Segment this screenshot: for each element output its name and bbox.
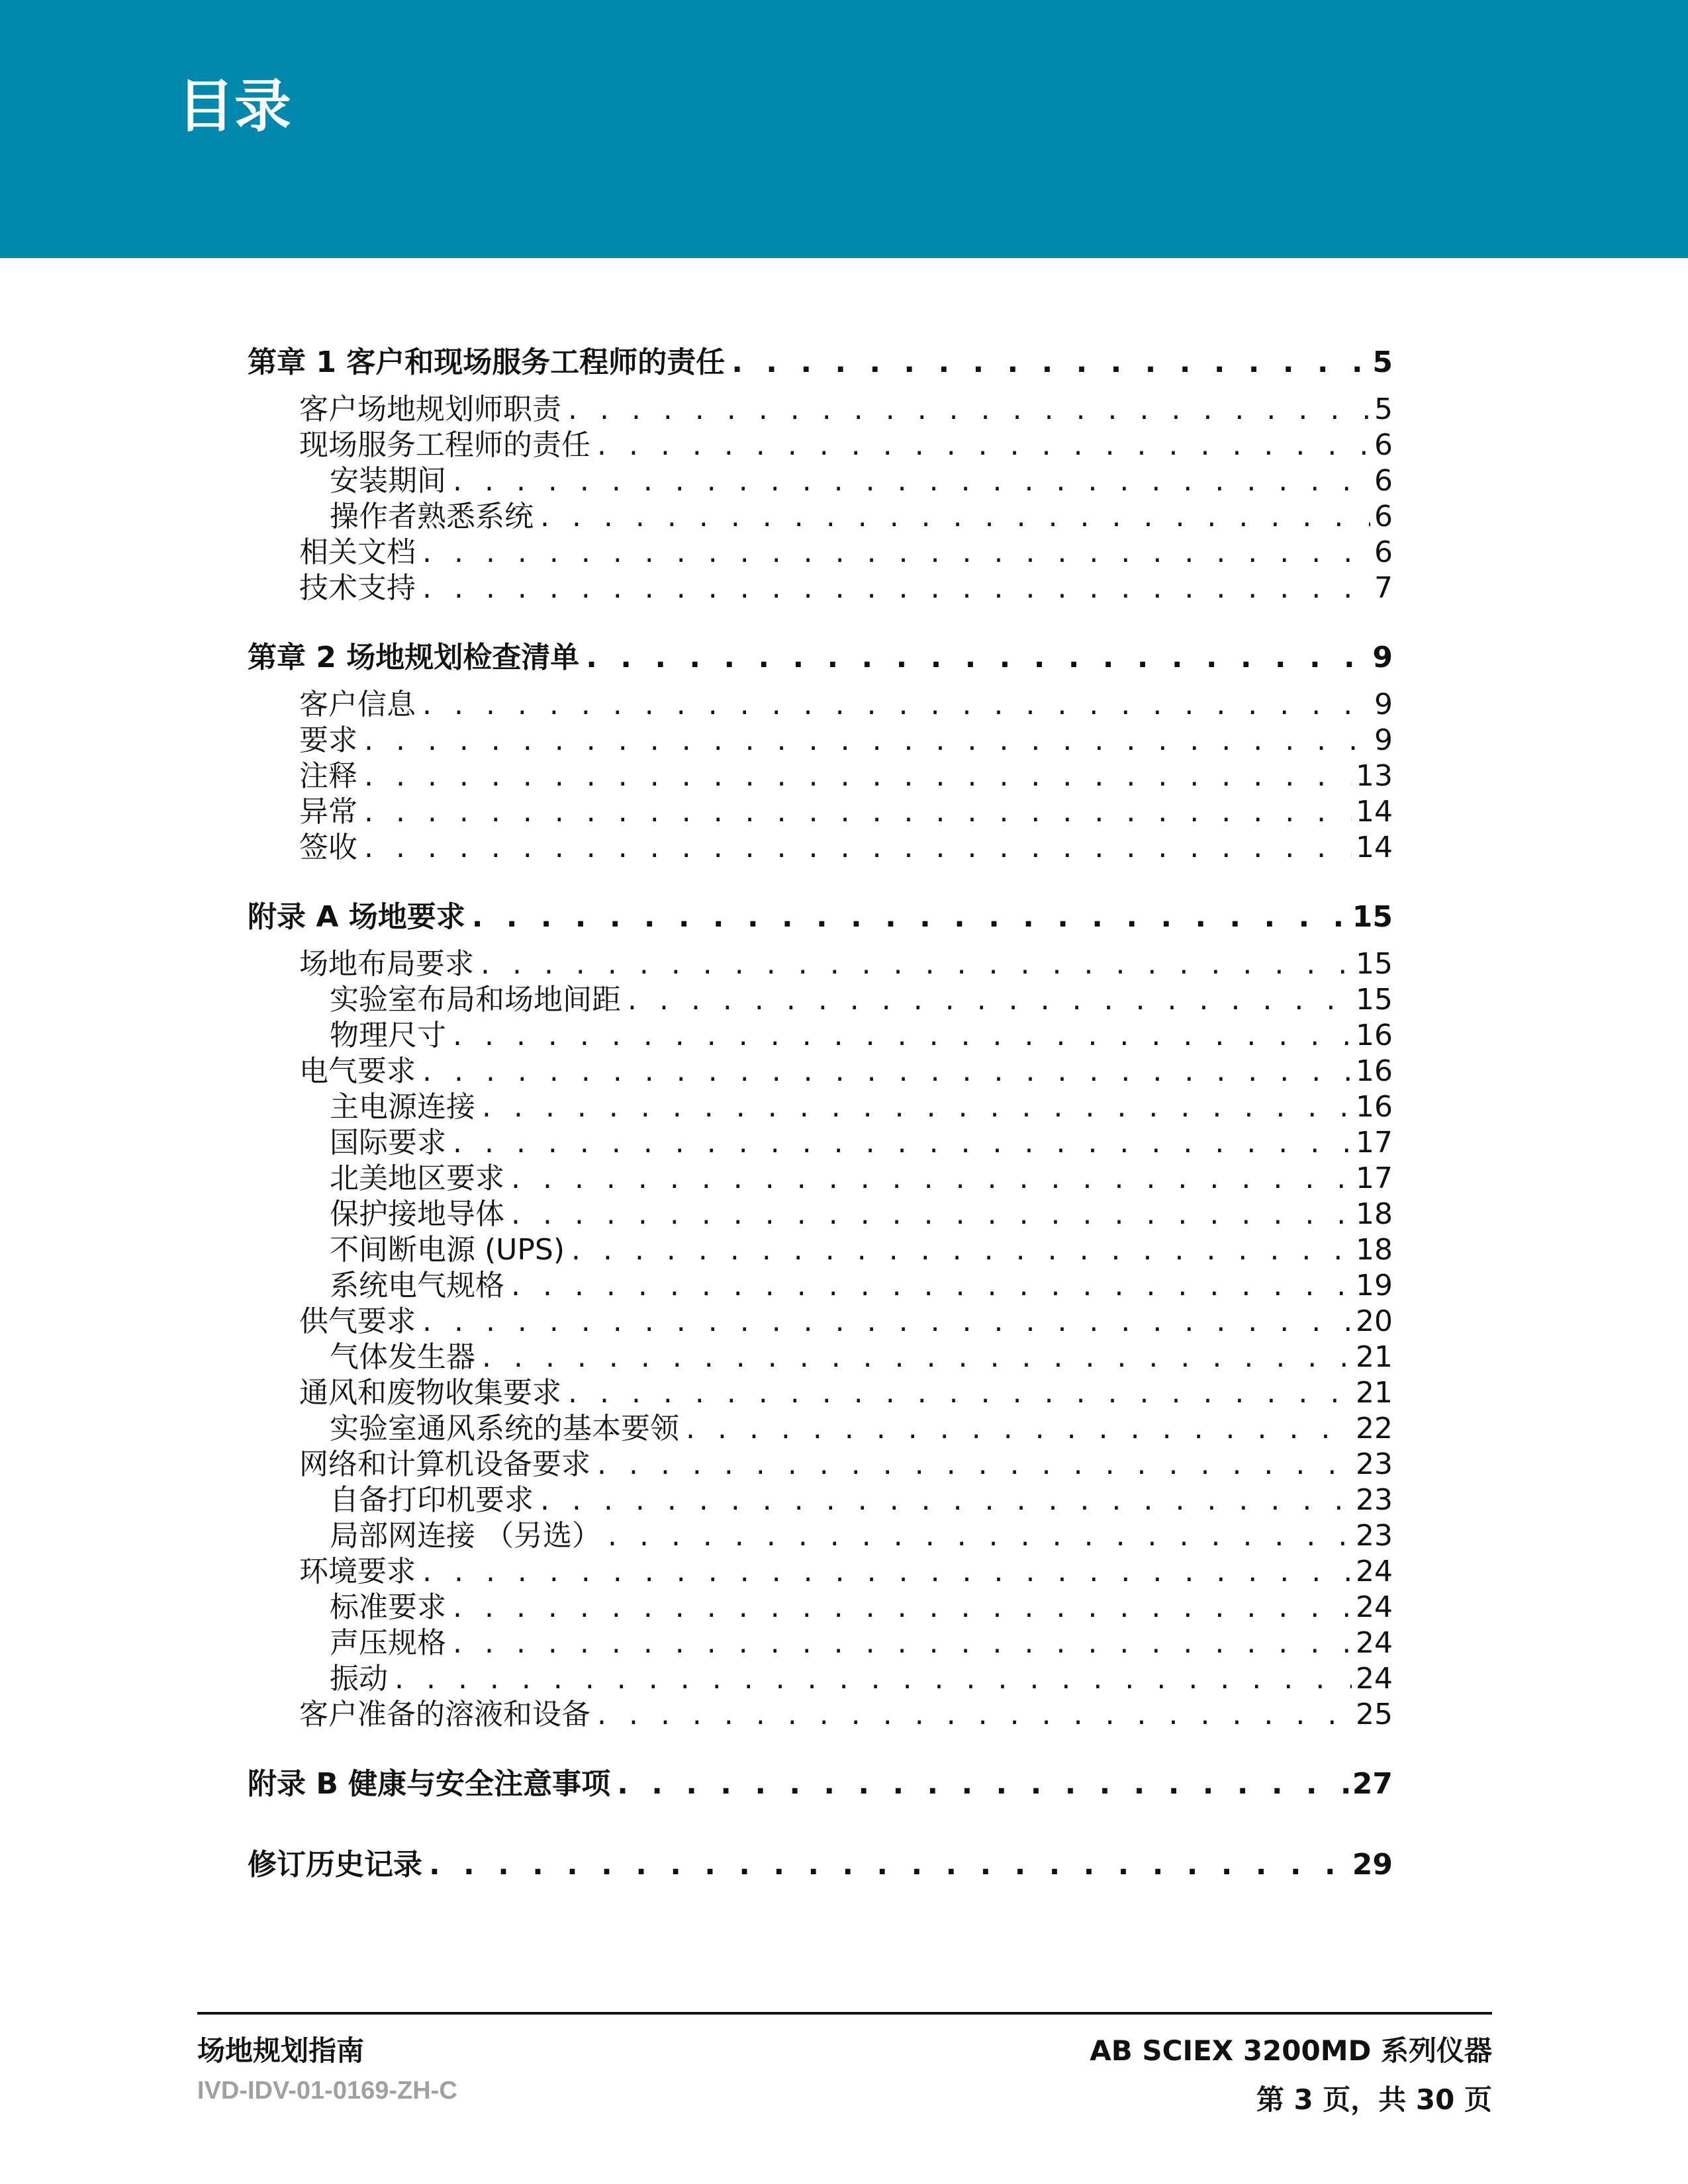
toc-entry[interactable] bbox=[248, 758, 1393, 794]
toc-entry[interactable] bbox=[248, 1304, 1393, 1340]
toc-entry-label: 要求 bbox=[299, 723, 364, 758]
toc-appendix-a bbox=[248, 888, 1393, 1733]
toc-entry-label: 通风和废物收集要求 bbox=[299, 1375, 568, 1411]
toc-entry-label: 局部网连接 （另选） bbox=[330, 1518, 608, 1554]
toc-entry-label: 供气要求 bbox=[299, 1304, 422, 1340]
toc-leader-dots bbox=[364, 758, 1352, 794]
toc-entry[interactable] bbox=[248, 1554, 1393, 1590]
toc-page-number: 14 bbox=[1356, 831, 1393, 864]
toc-page-number: 23 bbox=[1356, 1447, 1393, 1481]
toc-page-number: 15 bbox=[1356, 983, 1393, 1017]
toc-page-number: 9 bbox=[1374, 723, 1393, 757]
toc-page-number: 16 bbox=[1356, 1019, 1393, 1052]
toc-page-number: 13 bbox=[1356, 759, 1393, 793]
toc-entry[interactable] bbox=[248, 1625, 1393, 1661]
toc-leader-dots bbox=[422, 570, 1370, 606]
toc-leader-dots bbox=[686, 1411, 1352, 1447]
toc-entry-label: 第章 1 客户和现场服务工程师的责任 bbox=[248, 334, 731, 392]
toc-entry[interactable] bbox=[248, 946, 1393, 982]
toc-entry-label: 声压规格 bbox=[330, 1625, 453, 1661]
toc-leader-dots bbox=[422, 687, 1370, 723]
toc-entry-label: 注释 bbox=[299, 758, 364, 794]
toc-leader-dots bbox=[597, 1697, 1352, 1733]
toc-page-number: 24 bbox=[1356, 1626, 1393, 1660]
toc-page-number: 9 bbox=[1372, 641, 1393, 674]
toc-leader-dots bbox=[364, 794, 1352, 830]
toc-entry-label: 修订历史记录 bbox=[248, 1836, 429, 1894]
toc-page-number: 24 bbox=[1356, 1590, 1393, 1624]
toc-entry[interactable] bbox=[248, 1661, 1393, 1697]
toc-entry[interactable] bbox=[248, 1268, 1393, 1304]
toc-entry[interactable] bbox=[248, 1232, 1393, 1268]
toc-entry-label: 安装期间 bbox=[330, 463, 453, 499]
toc-page-number: 23 bbox=[1356, 1483, 1393, 1517]
toc-leader-dots bbox=[540, 1482, 1352, 1518]
toc-entry-chapter-1[interactable] bbox=[248, 334, 1393, 392]
toc-entry-label: 气体发生器 bbox=[330, 1340, 482, 1375]
toc-leader-dots bbox=[731, 334, 1368, 392]
toc-page-number: 14 bbox=[1356, 795, 1393, 829]
toc-leader-dots bbox=[482, 1340, 1352, 1375]
toc-page-number: 15 bbox=[1356, 947, 1393, 981]
toc-entry-label: 自备打印机要求 bbox=[330, 1482, 540, 1518]
toc-entry[interactable] bbox=[248, 392, 1393, 428]
toc-page-number: 25 bbox=[1356, 1698, 1393, 1731]
toc-leader-dots bbox=[364, 723, 1370, 758]
toc-page-number: 6 bbox=[1374, 535, 1393, 569]
page-title: 目录 bbox=[177, 73, 291, 140]
toc-entry-label: 签收 bbox=[299, 830, 364, 866]
toc-entry-label: 客户准备的溶液和设备 bbox=[299, 1697, 597, 1733]
toc-entry-label: 相关文档 bbox=[299, 535, 422, 570]
toc-entry-label: 物理尺寸 bbox=[330, 1018, 453, 1054]
toc-page-number: 29 bbox=[1352, 1848, 1393, 1882]
toc-entry[interactable] bbox=[248, 535, 1393, 570]
toc-leader-dots bbox=[422, 1304, 1352, 1340]
toc-entry[interactable] bbox=[248, 830, 1393, 866]
toc-leader-dots bbox=[617, 1755, 1348, 1813]
toc-leader-dots bbox=[364, 830, 1352, 866]
toc-leader-dots bbox=[511, 1197, 1352, 1232]
toc-entry[interactable] bbox=[248, 1340, 1393, 1375]
toc-page-number: 16 bbox=[1356, 1054, 1393, 1088]
toc-entry-label: 附录 B 健康与安全注意事项 bbox=[248, 1755, 617, 1813]
toc-entry-label: 环境要求 bbox=[299, 1554, 422, 1590]
toc-entry-label: 系统电气规格 bbox=[330, 1268, 511, 1304]
toc-chapter-1 bbox=[248, 334, 1393, 606]
toc-leader-dots bbox=[453, 463, 1370, 499]
toc-page-number: 5 bbox=[1372, 345, 1393, 379]
toc-page-number: 15 bbox=[1352, 900, 1393, 934]
footer-page-info: 第 3 页，共 30 页 bbox=[1256, 2083, 1492, 2116]
toc-entry[interactable] bbox=[248, 1482, 1393, 1518]
toc-entry[interactable] bbox=[248, 1518, 1393, 1554]
toc-leader-dots bbox=[429, 1836, 1348, 1894]
toc-entry-appendix-a[interactable] bbox=[248, 888, 1393, 946]
toc-page-number: 19 bbox=[1356, 1269, 1393, 1302]
toc-page-number: 24 bbox=[1356, 1555, 1393, 1588]
toc-page-number: 21 bbox=[1356, 1376, 1393, 1410]
toc-entry[interactable] bbox=[248, 1018, 1393, 1054]
toc-entry-label: 国际要求 bbox=[330, 1125, 453, 1161]
toc-leader-dots bbox=[453, 1625, 1352, 1661]
toc-entry-label: 附录 A 场地要求 bbox=[248, 888, 472, 946]
toc-entry[interactable] bbox=[248, 570, 1393, 606]
toc-entry-label: 技术支持 bbox=[299, 570, 422, 606]
toc-page-number: 6 bbox=[1374, 428, 1393, 462]
toc-leader-dots bbox=[422, 535, 1370, 570]
footer-doc-code: IVD-IDV-01-0169-ZH-C bbox=[197, 2077, 457, 2105]
toc-entry-label: 第章 2 场地规划检查清单 bbox=[248, 629, 586, 687]
toc-entry-label: 不间断电源 (UPS) bbox=[330, 1232, 571, 1268]
toc-entry[interactable] bbox=[248, 1447, 1393, 1482]
toc-leader-dots bbox=[568, 392, 1370, 428]
toc-page-number: 9 bbox=[1374, 688, 1393, 721]
toc-page-number: 22 bbox=[1356, 1412, 1393, 1445]
toc-leader-dots bbox=[453, 1590, 1352, 1625]
toc-leader-dots bbox=[608, 1518, 1352, 1554]
toc-page-number: 5 bbox=[1374, 392, 1393, 426]
toc-page-number: 21 bbox=[1356, 1340, 1393, 1374]
toc-entry[interactable] bbox=[248, 1161, 1393, 1197]
toc-entry[interactable] bbox=[248, 1089, 1393, 1125]
toc-leader-dots bbox=[453, 1125, 1352, 1161]
toc-leader-dots bbox=[453, 1018, 1352, 1054]
toc-page-number: 17 bbox=[1356, 1161, 1393, 1195]
toc-leader-dots bbox=[511, 1161, 1352, 1197]
toc-page-number: 18 bbox=[1356, 1233, 1393, 1267]
toc-entry[interactable] bbox=[248, 428, 1393, 463]
toc-leader-dots bbox=[395, 1661, 1352, 1697]
toc-entry-appendix-b[interactable] bbox=[248, 1755, 1393, 1813]
toc-entry-label: 操作者熟悉系统 bbox=[330, 499, 540, 535]
toc-page-number: 6 bbox=[1374, 464, 1393, 498]
toc-entry-revision-history[interactable] bbox=[248, 1836, 1393, 1894]
toc-chapter-2 bbox=[248, 629, 1393, 866]
toc-entry[interactable] bbox=[248, 1197, 1393, 1232]
toc-page-number: 24 bbox=[1356, 1662, 1393, 1696]
toc-page-number: 7 bbox=[1374, 571, 1393, 605]
toc-leader-dots bbox=[472, 888, 1348, 946]
toc-entry[interactable] bbox=[248, 1054, 1393, 1089]
toc-leader-dots bbox=[597, 428, 1370, 463]
toc-leader-dots bbox=[482, 1089, 1352, 1125]
toc-entry-label: 实验室通风系统的基本要领 bbox=[330, 1411, 686, 1447]
toc-entry-label: 客户场地规划师职责 bbox=[299, 392, 568, 428]
toc-entry-label: 客户信息 bbox=[299, 687, 422, 723]
toc-entry-label: 场地布局要求 bbox=[299, 946, 481, 982]
footer-product-name: AB SCIEX 3200MD 系列仪器 bbox=[1090, 2034, 1492, 2067]
toc-entry-label: 异常 bbox=[299, 794, 364, 830]
toc-entry-label: 保护接地导体 bbox=[330, 1197, 511, 1232]
toc-leader-dots bbox=[597, 1447, 1352, 1482]
toc-entry-label: 电气要求 bbox=[299, 1054, 422, 1089]
toc-page-number: 17 bbox=[1356, 1126, 1393, 1160]
header-banner bbox=[0, 0, 1688, 258]
toc-entry[interactable] bbox=[248, 1125, 1393, 1161]
toc-entry[interactable] bbox=[248, 723, 1393, 758]
toc-entry-chapter-2[interactable] bbox=[248, 629, 1393, 687]
toc-page-number: 16 bbox=[1356, 1090, 1393, 1124]
toc-leader-dots bbox=[422, 1054, 1352, 1089]
toc-page-number: 27 bbox=[1352, 1767, 1393, 1801]
footer-doc-title: 场地规划指南 bbox=[197, 2034, 365, 2067]
toc-leader-dots bbox=[586, 629, 1368, 687]
toc-leader-dots bbox=[422, 1554, 1352, 1590]
toc-entry[interactable] bbox=[248, 1697, 1393, 1733]
toc-entry-label: 实验室布局和场地间距 bbox=[330, 982, 628, 1018]
toc-leader-dots bbox=[511, 1268, 1352, 1304]
toc-leader-dots bbox=[481, 946, 1352, 982]
toc-entry[interactable] bbox=[248, 499, 1393, 535]
toc-entry[interactable] bbox=[248, 1375, 1393, 1411]
toc-leader-dots bbox=[571, 1232, 1352, 1268]
toc-leader-dots bbox=[628, 982, 1352, 1018]
toc-page-number: 23 bbox=[1356, 1519, 1393, 1553]
toc-entry[interactable] bbox=[248, 794, 1393, 830]
toc-leader-dots bbox=[540, 499, 1370, 535]
toc-page-number: 18 bbox=[1356, 1197, 1393, 1231]
toc-revision-history bbox=[248, 1836, 1393, 1894]
toc-entry[interactable] bbox=[248, 1411, 1393, 1447]
toc-entry[interactable] bbox=[248, 463, 1393, 499]
table-of-contents bbox=[248, 334, 1393, 1917]
toc-entry-label: 主电源连接 bbox=[330, 1089, 482, 1125]
toc-entry-label: 网络和计算机设备要求 bbox=[299, 1447, 597, 1482]
toc-entry-label: 北美地区要求 bbox=[330, 1161, 511, 1197]
toc-entry-label: 振动 bbox=[330, 1661, 395, 1697]
toc-page-number: 20 bbox=[1356, 1304, 1393, 1338]
toc-appendix-b bbox=[248, 1755, 1393, 1813]
toc-entry[interactable] bbox=[248, 982, 1393, 1018]
toc-entry[interactable] bbox=[248, 1590, 1393, 1625]
toc-entry-label: 标准要求 bbox=[330, 1590, 453, 1625]
toc-entry-label: 现场服务工程师的责任 bbox=[299, 428, 597, 463]
toc-entry[interactable] bbox=[248, 687, 1393, 723]
toc-leader-dots bbox=[568, 1375, 1352, 1411]
footer-divider bbox=[197, 2012, 1492, 2015]
toc-page-number: 6 bbox=[1374, 500, 1393, 533]
